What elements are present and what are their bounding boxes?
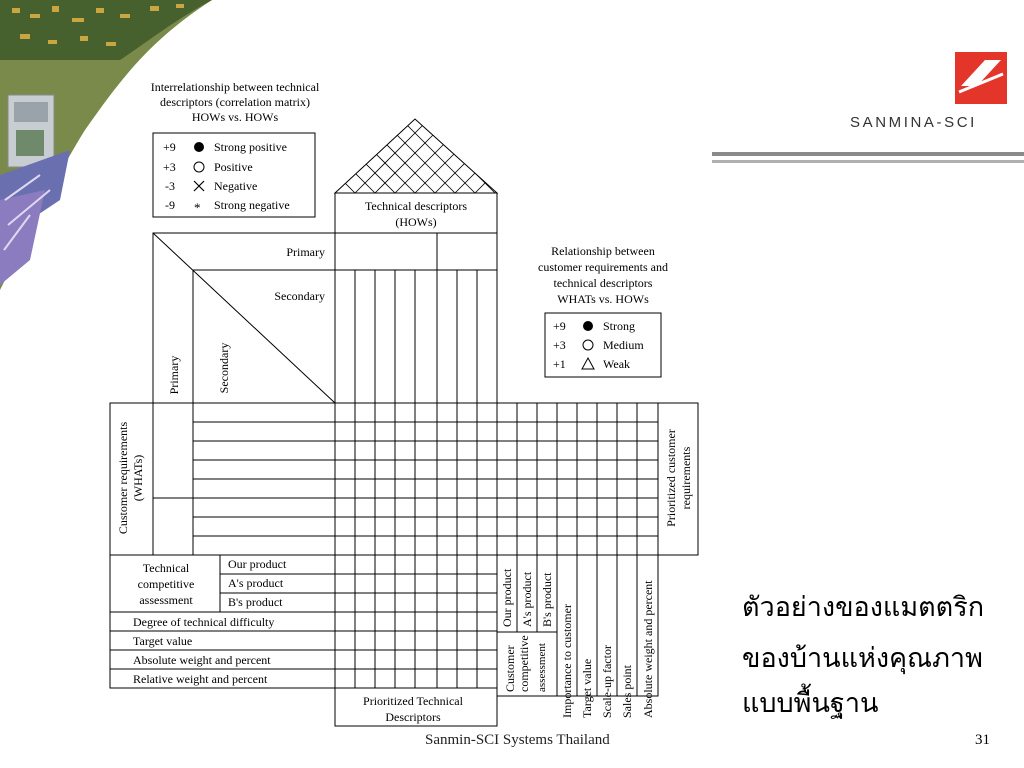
relationship-title-line-2: customer requirements and bbox=[538, 260, 668, 274]
technical-descriptors-line-2: (HOWs) bbox=[395, 215, 437, 229]
correlation-label: Strong negative bbox=[214, 198, 290, 212]
degree-of-difficulty-row: Degree of technical difficulty bbox=[133, 615, 275, 629]
primary-column-label: Primary bbox=[167, 355, 181, 395]
correlation-title-line-3: HOWs vs. HOWs bbox=[191, 110, 279, 124]
prioritized-customer-line-2: requirements bbox=[679, 446, 693, 510]
prioritized-technical-line-2: Descriptors bbox=[385, 710, 441, 724]
relationship-title-line-1: Relationship between bbox=[551, 244, 655, 258]
company-name: SANMINA-SCI bbox=[850, 114, 977, 131]
b-product-column-label: B's product bbox=[540, 572, 554, 627]
relative-weight-row: Relative weight and percent bbox=[133, 672, 268, 686]
our-product-row-label: Our product bbox=[228, 557, 287, 571]
our-product-column-label: Our product bbox=[500, 568, 514, 627]
relationship-label: Strong bbox=[603, 319, 636, 333]
filled-circle-icon bbox=[194, 142, 204, 152]
a-product-row-label: A's product bbox=[228, 576, 284, 590]
customer-competitive-line-2: competitive bbox=[517, 635, 531, 692]
target-value-row: Target value bbox=[133, 634, 193, 648]
caption-line-1: ตัวอย่างของแมตตริก bbox=[742, 592, 985, 622]
target-value-column: Target value bbox=[580, 658, 594, 718]
sales-point-column: Sales point bbox=[620, 665, 634, 718]
correlation-roof bbox=[335, 119, 497, 193]
correlation-label: Positive bbox=[214, 160, 253, 174]
hows-columns bbox=[335, 233, 497, 403]
absolute-weight-row: Absolute weight and percent bbox=[133, 653, 271, 667]
prioritized-customer-line-1: Prioritized customer bbox=[664, 429, 678, 527]
caption-line-2: ของบ้านแห่งคุณภาพ bbox=[742, 643, 983, 673]
footer-text: Sanmin-SCI Systems Thailand bbox=[425, 732, 610, 748]
caption-line-3: แบบพื้นฐาน bbox=[742, 688, 879, 718]
cross-icon bbox=[194, 181, 204, 191]
relationship-value: +9 bbox=[553, 319, 566, 333]
correlation-value: +9 bbox=[163, 140, 176, 154]
customer-requirements-line-1: Customer requirements bbox=[116, 421, 130, 535]
correlation-value: +3 bbox=[163, 160, 176, 174]
relationship-title-line-3: technical descriptors bbox=[553, 276, 653, 290]
relationship-value: +3 bbox=[553, 338, 566, 352]
relationship-title-line-4: WHATs vs. HOWs bbox=[557, 292, 649, 306]
correlation-label: Negative bbox=[214, 179, 258, 193]
relationship-value: +1 bbox=[553, 357, 566, 371]
correlation-title-line-2: descriptors (correlation matrix) bbox=[160, 95, 310, 109]
a-product-column-label: A's product bbox=[520, 571, 534, 627]
correlation-title-line-1: Interrelationship between technical bbox=[150, 80, 320, 94]
technical-competitive-line-1: Technical bbox=[142, 561, 190, 575]
customer-competitive-line-3: assessment bbox=[536, 643, 548, 692]
primary-row-label: Primary bbox=[286, 245, 325, 259]
correlation-value: -3 bbox=[165, 179, 175, 193]
star-icon: * bbox=[194, 200, 201, 215]
technical-competitive-line-2: competitive bbox=[137, 577, 195, 591]
filled-circle-icon bbox=[583, 321, 593, 331]
open-circle-icon bbox=[194, 162, 204, 172]
prioritized-technical-line-1: Prioritized Technical bbox=[363, 694, 463, 708]
technical-competitive-line-3: assessment bbox=[139, 593, 193, 607]
bottom-values-grid bbox=[335, 555, 497, 688]
absolute-weight-column: Absolute weight and percent bbox=[641, 580, 655, 718]
customer-competitive-line-1: Customer bbox=[503, 645, 517, 692]
triangle-icon bbox=[582, 358, 594, 369]
open-circle-icon bbox=[583, 340, 593, 350]
correlation-label: Strong positive bbox=[214, 140, 288, 154]
page-number: 31 bbox=[975, 732, 990, 748]
whats-rows bbox=[193, 422, 335, 536]
scale-up-factor-column: Scale-up factor bbox=[600, 645, 614, 718]
customer-requirements-line-2: (WHATs) bbox=[131, 454, 145, 502]
relationship-label: Medium bbox=[603, 338, 644, 352]
secondary-column-label: Secondary bbox=[217, 342, 231, 394]
relationship-label: Weak bbox=[603, 357, 631, 371]
secondary-row-label: Secondary bbox=[274, 289, 325, 303]
correlation-value: -9 bbox=[165, 198, 175, 212]
importance-to-customer-column: Importance to customer bbox=[560, 604, 574, 718]
b-product-row-label: B's product bbox=[228, 595, 283, 609]
technical-descriptors-line-1: Technical descriptors bbox=[364, 199, 468, 213]
